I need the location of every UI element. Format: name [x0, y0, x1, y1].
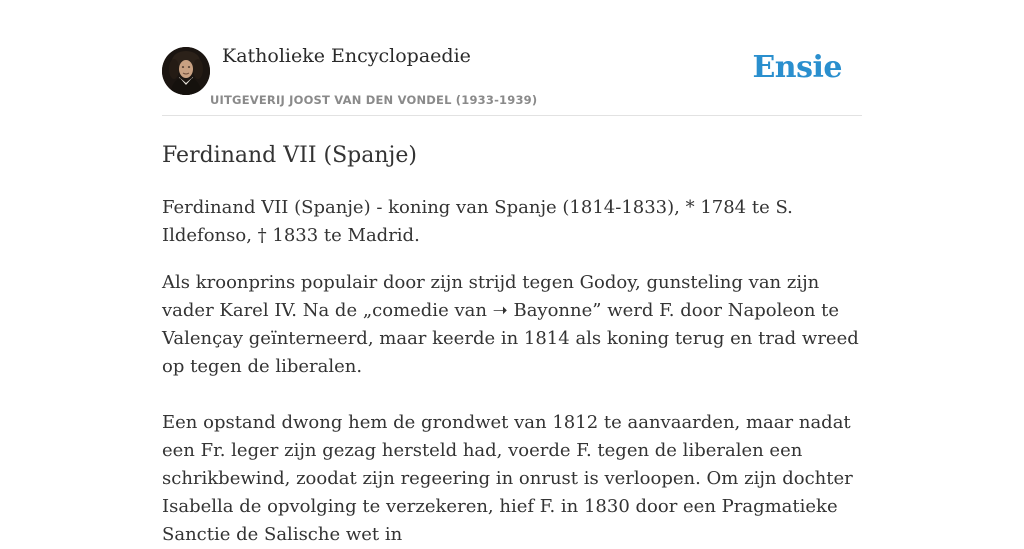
intro-paragraph: Ferdinand VII (Spanje) - koning van Spanje (1814-1833), * 1784 te S. Ildefonso, † 1833 te Madrid. — [162, 197, 793, 246]
body-paragraph-1 — [162, 269, 862, 381]
paragraph-text: ” werd F. door Napoleon te Valençay geïnterneerd, maar keerde in 1814 als koning terug en trad wreed op tegen de liberalen. — [162, 300, 859, 377]
site-header — [162, 0, 862, 116]
paragraph-text: Als kroonprins populair door zijn strijd tegen Godoy, gunsteling van zijn vader Karel IV. Na de „comedie van — [162, 272, 820, 321]
ensie-logo-link[interactable]: Ensie — [752, 50, 842, 85]
body-paragraph-2: Een opstand dwong hem de grondwet van 1812 te aanvaarden, maar nadat een Fr. leger zijn gezag hersteld had, voerde F. tegen de liberalen een schrikbewind, zoodat zijn regeering in onrust is verloopen. Om zijn dochter Isabella de opvolging te verzekeren, hief F. in 1830 door een Pragmatieke Sanctie de Salische wet in — [162, 412, 853, 545]
page-container — [162, 0, 862, 549]
publisher-label: UITGEVERIJ JOOST VAN DEN VONDEL (1933-1939) — [210, 93, 538, 107]
page-title: Ferdinand VII (Spanje) — [162, 143, 417, 168]
portrait-icon[interactable] — [162, 47, 210, 95]
site-title[interactable]: Katholieke Encyclopaedie — [222, 45, 471, 67]
bayonne-link[interactable]: ➝ Bayonne — [492, 300, 593, 321]
